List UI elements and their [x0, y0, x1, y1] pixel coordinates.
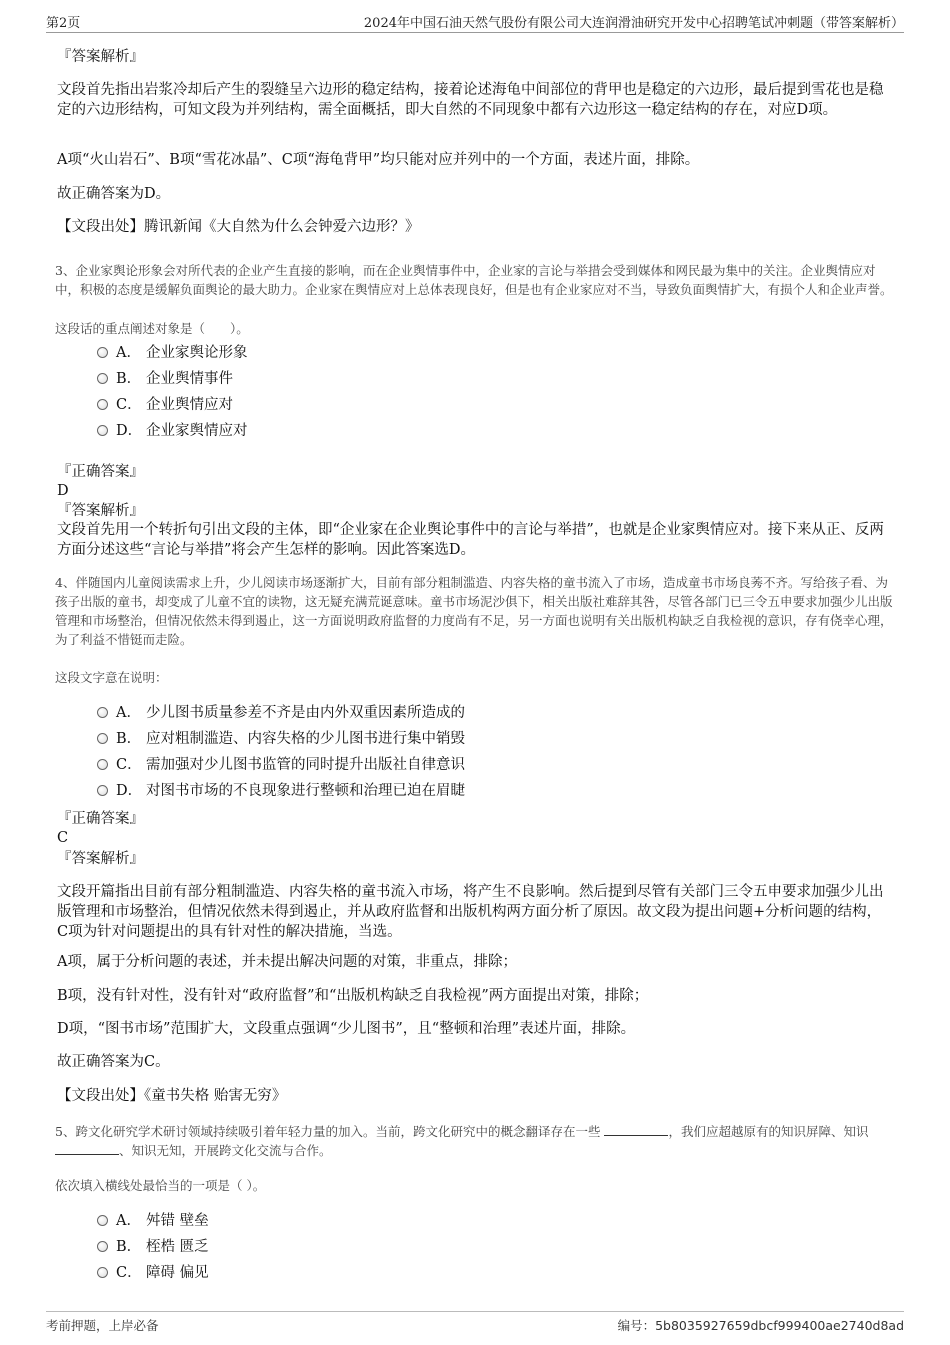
- q2-analysis-paragraph: 文段首先指出岩浆冷却后产生的裂缝呈六边形的稳定结构，接着论述海龟中间部位的背甲也是稳定的六边形，最后提到雪花也是稳定的六边形结构，可知文段为并列结构，需全面概括，即大自然的不同现象中都有六边形这一稳定结构的存在，对应D项。: [57, 82, 884, 118]
- q3-option-b[interactable]: B． 企业舆情事件: [97, 368, 233, 390]
- q4-analysis-paragraph: 文段开篇指出目前有部分粗制滥造、内容失格的童书流入市场，将产生不良影响。然后提到尽管有关部门三令五申要求加强少儿出版管理和市场整治，但情况依然未得到遏止，并从政府监督和出版机构两方面分析了原因。故文段为提出问题+分析问题的结构，C项为针对问题提出的具有针对性的解决措施，当选。: [57, 884, 884, 940]
- radio-icon[interactable]: [97, 1215, 108, 1226]
- page-number: 第2页: [46, 16, 81, 31]
- q3-option-a[interactable]: A． 企业家舆论形象: [97, 342, 248, 364]
- q5-stem: 5、跨文化研究学术研讨领域持续吸引着年轻力量的加入。当前，跨文化研究中的概念翻译存在一些 ，我们应超越原有的知识屏障、知识 、知识无知，开展跨文化交流与合作。: [55, 1124, 869, 1158]
- q4-option-a[interactable]: A． 少儿图书质量参差不齐是由内外双重因素所造成的: [97, 702, 465, 724]
- radio-icon[interactable]: [97, 759, 108, 770]
- q4-option-d[interactable]: D． 对图书市场的不良现象进行整顿和治理已迫在眉睫: [97, 780, 465, 802]
- radio-icon[interactable]: [97, 347, 108, 358]
- q4-option-b[interactable]: B． 应对粗制滥造、内容失格的少儿图书进行集中销毁: [97, 728, 465, 750]
- fill-blank[interactable]: [604, 1123, 668, 1136]
- q2-source: 【文段出处】腾讯新闻《大自然为什么会钟爱六边形？》: [57, 219, 420, 235]
- q5-option-a[interactable]: A． 舛错 壁垒: [97, 1210, 209, 1232]
- fill-blank[interactable]: [55, 1142, 119, 1155]
- q4-option-c[interactable]: C． 需加强对少儿图书监管的同时提升出版社自律意识: [97, 754, 465, 776]
- q3-option-d[interactable]: D． 企业家舆情应对: [97, 420, 248, 442]
- radio-icon[interactable]: [97, 425, 108, 436]
- q4-answer-label: 『正确答案』: [57, 811, 144, 827]
- q3-answer-label: 『正确答案』: [57, 464, 144, 480]
- radio-icon[interactable]: [97, 1241, 108, 1252]
- q2-analysis-conclusion: 故正确答案为D。: [57, 186, 171, 202]
- q4-analysis-paragraph: B项，没有针对性，没有针对“政府监督”和“出版机构缺乏自我检视”两方面提出对策，排除；: [57, 988, 649, 1004]
- q4-source: 【文段出处】《童书失格 贻害无穷》: [57, 1088, 287, 1104]
- q4-analysis-paragraph: D项，“图书市场”范围扩大，文段重点强调“少儿图书”，且“整顿和治理”表述片面，排除。: [57, 1021, 636, 1037]
- q2-analysis-paragraph: A项“火山岩石”、B项“雪花冰晶”、C项“海龟背甲”均只能对应并列中的一个方面，表述片面，排除。: [57, 152, 700, 168]
- document-id: 编号：5b8035927659dbcf999400ae2740d8ad: [617, 1318, 904, 1333]
- radio-icon[interactable]: [97, 373, 108, 384]
- page-header: [46, 12, 904, 33]
- footer-slogan: 考前押题，上岸必备: [46, 1318, 159, 1333]
- q2-analysis-label: 『答案解析』: [57, 49, 144, 65]
- q4-analysis-label: 『答案解析』: [57, 851, 144, 867]
- q4-analysis-conclusion: 故正确答案为C。: [57, 1054, 170, 1070]
- q4-question: 这段文字意在说明：: [55, 670, 168, 685]
- radio-icon[interactable]: [97, 1267, 108, 1278]
- q4-analysis-paragraph: A项，属于分析问题的表述，并未提出解决问题的对策，非重点，排除；: [57, 954, 517, 970]
- radio-icon[interactable]: [97, 707, 108, 718]
- radio-icon[interactable]: [97, 733, 108, 744]
- q3-question: 这段话的重点阐述对象是（ ）。: [55, 321, 249, 336]
- q3-answer: D: [57, 483, 69, 499]
- q5-option-b[interactable]: B． 桎梏 匮乏: [97, 1236, 209, 1258]
- q4-answer: C: [57, 830, 69, 846]
- q4-stem: 4、伴随国内儿童阅读需求上升，少儿阅读市场逐渐扩大，目前有部分粗制滥造、内容失格的童书流入了市场，造成童书市场良莠不齐。写给孩子看、为孩子出版的童书，却变成了儿童不宜的读物，这无疑充满荒诞意味。童书市场泥沙俱下，相关出版社难辞其咎，尽管各部门已三令五申要求加强少儿出版管理和市场整治，但情况依然未得到遏止，这一方面说明政府监督的力度尚有不足，另一方面也说明有关出版机构缺乏自我检视的意识，存有侥幸心理，为了利益不惜铤而走险。: [55, 575, 893, 647]
- radio-icon[interactable]: [97, 399, 108, 410]
- radio-icon[interactable]: [97, 785, 108, 796]
- page-footer: [46, 1311, 904, 1334]
- q3-analysis-label: 『答案解析』: [57, 503, 144, 519]
- document-title: 2024年中国石油天然气股份有限公司大连润滑油研究开发中心招聘笔试冲刺题（带答案解析）: [363, 16, 904, 31]
- q3-option-c[interactable]: C． 企业舆情应对: [97, 394, 233, 416]
- q3-stem: 3、企业家舆论形象会对所代表的企业产生直接的影响，而在企业舆情事件中，企业家的言论与举措会受到媒体和网民最为集中的关注。企业舆情应对中，积极的态度是缓解负面舆论的最大助力。企业家在舆情应对上总体表现良好，但是也有企业家应对不当，导致负面舆情扩大，有损个人和企业声誉。: [55, 263, 893, 297]
- q3-analysis: 文段首先用一个转折句引出文段的主体，即“企业家在企业舆论事件中的言论与举措”，也就是企业家舆情应对。接下来从正、反两方面分述这些“言论与举措”将会产生怎样的影响。因此答案选D。: [57, 522, 884, 558]
- q5-question: 依次填入横线处最恰当的一项是（ ）。: [55, 1178, 266, 1193]
- q5-option-c[interactable]: C． 障碍 偏见: [97, 1262, 209, 1284]
